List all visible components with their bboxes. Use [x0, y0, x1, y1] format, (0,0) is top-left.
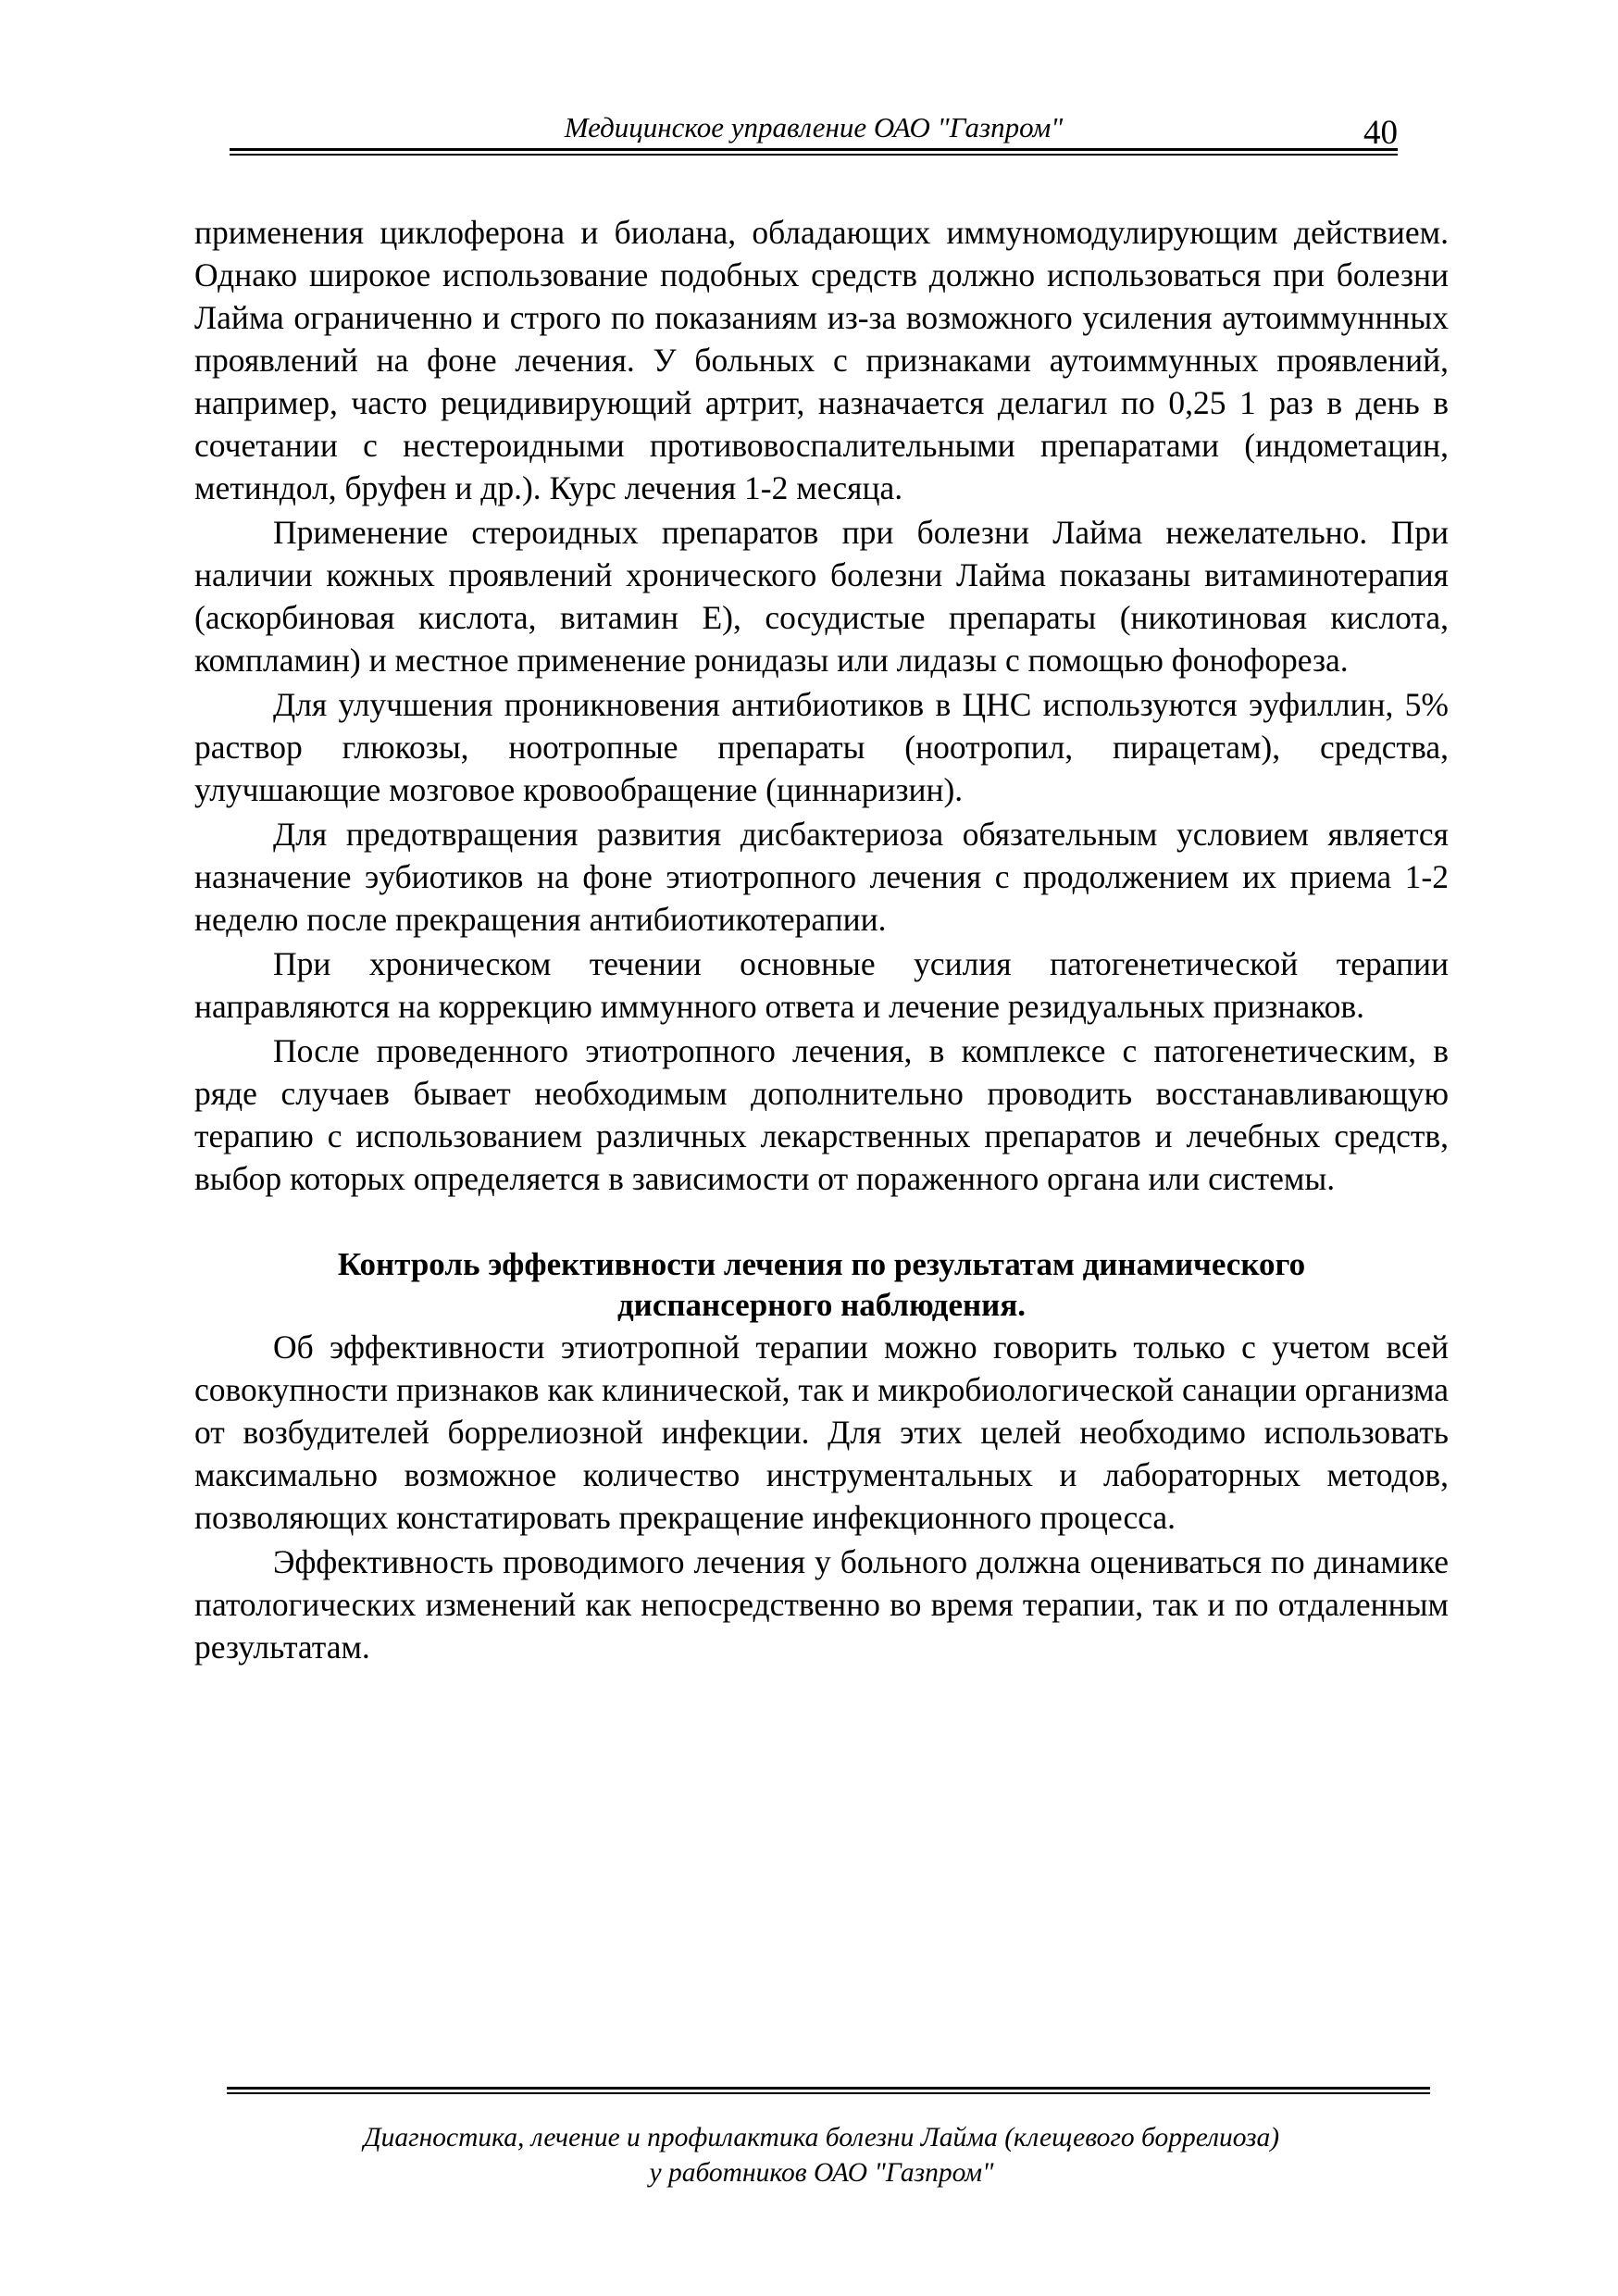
paragraph: После проведенного этиотропного лечения, в комплексе с патогенетическим, в ряде случаев бывает необходимым дополнительно проводить восстанавливающую терапию с использованием различных лекарственных препаратов и лечебных средств, выбор которых определяется в зависимости от пораженного органа или системы. — [194, 1032, 1449, 1197]
header-title: Медицинское управление ОАО "Газпром" — [564, 111, 1064, 144]
footer-divider — [227, 2087, 1430, 2094]
page-footer — [194, 2120, 1449, 2190]
paragraph: Об эффективности этиотропной терапии можно говорить только с учетом всей совокупности признаков как клинической, так и микробиологической санации организма от возбудителей боррелиозной инфекции. Для этих целей необходимо использовать максимально возможное количество инструментальных и лабораторных методов, позволяющих констатировать прекращение инфекционного процесса. — [194, 1329, 1449, 1536]
paragraph: Эффективность проводимого лечения у больного должна оцениваться по динамике патологических изменений как непосредственно во время терапии, так и по отдаленным результатам. — [194, 1543, 1449, 1666]
page-header — [230, 109, 1398, 165]
paragraph: Применение стероидных препаратов при болезни Лайма нежелательно. При наличии кожных проявлений хронического болезни Лайма показаны витаминотерапия (аскорбиновая кислота, витамин Е), сосудистые препараты (никотиновая кислота, компламин) и местное применение ронидазы или лидазы с помощью фонофореза. — [194, 514, 1449, 679]
footer-line-2: у работников ОАО "Газпром" — [649, 2158, 994, 2188]
footer-line-1: Диагностика, лечение и профилактика болезни Лайма (клещевого боррелиоза) — [363, 2123, 1280, 2152]
paragraph: Для предотвращения развития дисбактериоза обязательным условием является назначение эубиотиков на фоне этиотропного лечения с продолжением их приема 1-2 неделю после прекращения антибиотикотерапии. — [194, 816, 1449, 938]
paragraph: Для улучшения проникновения антибиотиков в ЦНС используются эуфиллин, 5% раствор глюкозы, ноотропные препараты (ноотропил, пирацетам), средства, улучшающие мозговое кровообращение (циннаризин). — [194, 686, 1449, 808]
page-number: 40 — [1363, 114, 1398, 152]
paragraph: применения циклоферона и биолана, обладающих иммуномодулирующим действием. Однако широкое использование подобных средств должно использоваться при болезни Лайма ограниченно и строго по показаниям из-за возможного усиления аутоиммуннных проявлений на фоне лечения. У больных с признаками аутоиммунных проявлений, например, часто рецидивирующий артрит, назначается делагил по 0,25 1 раз в день в сочетании с нестероидными противовоспалительными препаратами (индометацин, метиндол, бруфен и др.). Курс лечения 1-2 месяца. — [194, 214, 1449, 506]
header-divider — [230, 148, 1398, 156]
body-text — [194, 211, 1449, 1670]
section-heading: Контроль эффективности лечения по результатам динамического диспансерного наблюдения. — [337, 1246, 1306, 1323]
paragraph: При хроническом течении основные усилия патогенетической терапии направляются на коррекцию иммунного ответа и лечение резидуальных признаков. — [194, 945, 1449, 1025]
